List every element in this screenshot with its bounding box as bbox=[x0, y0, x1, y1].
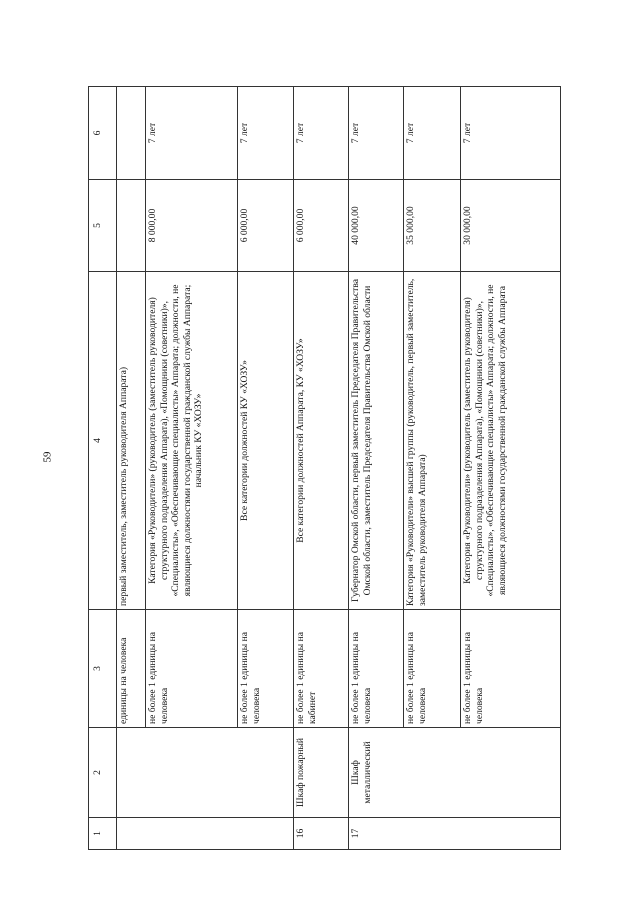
row-item: Шкаф металлический bbox=[349, 728, 561, 818]
row-norm: не более 1 единицы на кабинет bbox=[294, 610, 349, 728]
row-term: 7 лет bbox=[404, 87, 461, 180]
table-row bbox=[117, 87, 146, 850]
row-category: Категория «Руководители» высшей группы (руководитель, первый заместитель, заместитель руководителя Аппарата) bbox=[404, 272, 461, 610]
row-price: 35 000,00 bbox=[404, 180, 461, 272]
row-term: 7 лет bbox=[349, 87, 404, 180]
row-term: 7 лет bbox=[461, 87, 561, 180]
row-term: 7 лет bbox=[294, 87, 349, 180]
row-item bbox=[117, 728, 294, 818]
header-cell-3: 3 bbox=[89, 610, 117, 728]
row-price: 6 000,00 bbox=[238, 180, 294, 272]
row-category: Все категории должностей Аппарата, КУ «ХОЗУ» bbox=[294, 272, 349, 610]
row-norm: не более 1 единицы на человека bbox=[349, 610, 404, 728]
row-category: Все категории должностей КУ «ХОЗУ» bbox=[238, 272, 294, 610]
row-term: 7 лет bbox=[146, 87, 238, 180]
row-price: 6 000,00 bbox=[294, 180, 349, 272]
table-row bbox=[294, 87, 349, 850]
row-norm: не более 1 единицы на человека bbox=[404, 610, 461, 728]
row-number: 17 bbox=[349, 818, 561, 850]
row-number bbox=[117, 818, 294, 850]
furniture-norms-table bbox=[88, 86, 561, 850]
row-term bbox=[117, 87, 146, 180]
header-row bbox=[89, 87, 117, 850]
row-price bbox=[117, 180, 146, 272]
table-row bbox=[349, 87, 404, 850]
header-cell-5: 5 bbox=[89, 180, 117, 272]
row-category: Губернатор Омской области, первый заместитель Председателя Правительства Омской области, заместитель Председателя Правительства Омской области bbox=[349, 272, 404, 610]
page-number-text: 59 bbox=[41, 451, 54, 463]
row-item: Шкаф пожарный bbox=[294, 728, 349, 818]
row-term: 7 лет bbox=[238, 87, 294, 180]
row-norm: единицы на человека bbox=[117, 610, 146, 728]
row-norm: не более 1 единицы на человека bbox=[146, 610, 238, 728]
row-category: первый заместитель, заместитель руководителя Аппарата) bbox=[117, 272, 146, 610]
header-cell-4: 4 bbox=[89, 272, 117, 610]
header-cell-1: 1 bbox=[89, 818, 117, 850]
row-norm: не более 1 единицы на человека bbox=[461, 610, 561, 728]
header-cell-6: 6 bbox=[89, 87, 117, 180]
row-norm: не более 1 единицы на человека bbox=[238, 610, 294, 728]
row-category: Категория «Руководители» (руководитель (заместитель руководителя) структурного подразделения Аппарата), «Помощники (советники)», «Специалисты», «Обеспечивающие специалисты» Аппарата; должности, не являющиеся должностями государственной гражданской службы Аппарата; начальник КУ «ХОЗУ» bbox=[146, 272, 238, 610]
row-price: 40 000,00 bbox=[349, 180, 404, 272]
header-cell-2: 2 bbox=[89, 728, 117, 818]
row-category: Категория «Руководители» (руководитель (заместитель руководителя) структурного подразделения Аппарата), «Помощники (советники)», «Специалисты», «Обеспечивающие специалисты» Аппарата; должности, не являющиеся должностями государственной гражданской службы Аппарата bbox=[461, 272, 561, 610]
row-price: 8 000,00 bbox=[146, 180, 238, 272]
row-price: 30 000,00 bbox=[461, 180, 561, 272]
row-number: 16 bbox=[294, 818, 349, 850]
